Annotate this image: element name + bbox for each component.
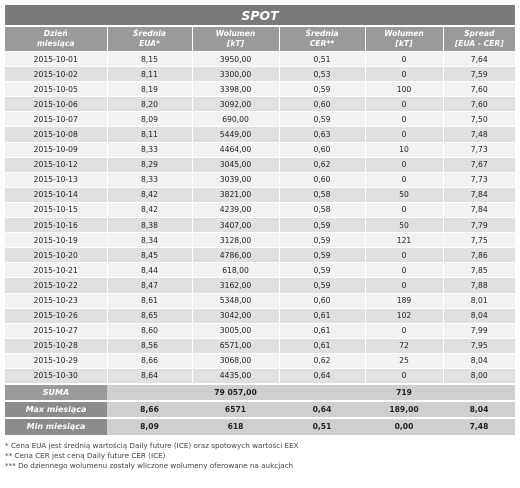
spread-cell: 8,01: [443, 293, 515, 308]
column-header: [107, 26, 192, 52]
date-cell: 2015-10-16: [5, 218, 107, 233]
suma-volume-cer: 719: [365, 384, 443, 401]
volume-eua-cell: 3039,00: [192, 172, 279, 187]
avg-eua-cell: 8,45: [107, 248, 192, 263]
avg-cer-cell: 0,61: [279, 308, 365, 323]
suma-empty-cell: [107, 384, 192, 401]
volume-cer-cell: 0: [365, 278, 443, 293]
date-cell: 2015-10-26: [5, 308, 107, 323]
table-row: [5, 368, 515, 383]
date-cell: 2015-10-30: [5, 368, 107, 383]
table-row: [5, 142, 515, 157]
table-title: SPOT: [5, 5, 515, 26]
table-row: [5, 67, 515, 82]
avg-eua-cell: 8,47: [107, 278, 192, 293]
max-spread: 8,04: [443, 401, 515, 418]
column-header-line: CER**: [309, 39, 335, 48]
avg-eua-cell: 8,33: [107, 172, 192, 187]
spread-cell: 7,86: [443, 248, 515, 263]
max-volume-cer: 189,00: [365, 401, 443, 418]
date-cell: 2015-10-13: [5, 172, 107, 187]
spread-cell: 7,67: [443, 157, 515, 172]
volume-cer-cell: 0: [365, 97, 443, 112]
volume-cer-cell: 0: [365, 112, 443, 127]
volume-eua-cell: 3045,00: [192, 157, 279, 172]
footnote: *** Do dziennego wolumenu zostały wliczone wolumeny oferowane na aukcjach: [5, 461, 294, 471]
summary-row-suma: [5, 384, 515, 401]
spread-cell: 7,73: [443, 172, 515, 187]
avg-cer-cell: 0,63: [279, 127, 365, 142]
min-spread: 7,48: [443, 418, 515, 435]
table-row: [5, 353, 515, 368]
date-cell: 2015-10-01: [5, 52, 107, 67]
column-header-line: Średnia: [133, 29, 166, 38]
table-row: [5, 293, 515, 308]
volume-cer-cell: 100: [365, 82, 443, 97]
column-header-line: Dzień: [43, 29, 68, 38]
suma-empty-cell: [279, 384, 365, 401]
avg-cer-cell: 0,64: [279, 368, 365, 383]
avg-cer-cell: 0,59: [279, 248, 365, 263]
volume-eua-cell: 4464,00: [192, 142, 279, 157]
avg-cer-cell: 0,60: [279, 172, 365, 187]
volume-eua-cell: 3068,00: [192, 353, 279, 368]
footnotes: [5, 441, 515, 472]
table-row: [5, 278, 515, 293]
volume-eua-cell: 4786,00: [192, 248, 279, 263]
column-header-line: [kT]: [226, 39, 245, 48]
max-avg-eua: 8,66: [107, 401, 192, 418]
avg-cer-cell: 0,53: [279, 67, 365, 82]
avg-eua-cell: 8,42: [107, 187, 192, 202]
date-cell: 2015-10-02: [5, 67, 107, 82]
column-header-line: EUA*: [139, 39, 160, 48]
spread-cell: 7,73: [443, 142, 515, 157]
date-cell: 2015-10-22: [5, 278, 107, 293]
spread-cell: 7,88: [443, 278, 515, 293]
spread-cell: 7,84: [443, 187, 515, 202]
avg-eua-cell: 8,66: [107, 353, 192, 368]
avg-eua-cell: 8,11: [107, 127, 192, 142]
table-row: [5, 157, 515, 172]
min-avg-cer: 0,51: [279, 418, 365, 435]
avg-eua-cell: 8,19: [107, 82, 192, 97]
volume-cer-cell: 0: [365, 52, 443, 67]
volume-cer-cell: 0: [365, 368, 443, 383]
avg-eua-cell: 8,20: [107, 97, 192, 112]
volume-eua-cell: 3821,00: [192, 187, 279, 202]
date-cell: 2015-10-23: [5, 293, 107, 308]
avg-cer-cell: 0,59: [279, 218, 365, 233]
spread-cell: 7,64: [443, 52, 515, 67]
table-row: [5, 172, 515, 187]
column-header: [365, 26, 443, 52]
volume-cer-cell: 0: [365, 172, 443, 187]
avg-eua-cell: 8,64: [107, 368, 192, 383]
volume-eua-cell: 3005,00: [192, 323, 279, 338]
summary-row-min: [5, 418, 515, 435]
max-avg-cer: 0,64: [279, 401, 365, 418]
date-cell: 2015-10-06: [5, 97, 107, 112]
volume-cer-cell: 0: [365, 67, 443, 82]
table-row: [5, 112, 515, 127]
avg-eua-cell: 8,33: [107, 142, 192, 157]
volume-eua-cell: 6571,00: [192, 338, 279, 353]
avg-eua-cell: 8,42: [107, 202, 192, 217]
volume-cer-cell: 50: [365, 218, 443, 233]
volume-eua-cell: 3128,00: [192, 233, 279, 248]
volume-eua-cell: 3300,00: [192, 67, 279, 82]
avg-cer-cell: 0,59: [279, 82, 365, 97]
avg-eua-cell: 8,65: [107, 308, 192, 323]
table-row: [5, 263, 515, 278]
column-header-line: Wolumen: [384, 29, 424, 38]
volume-cer-cell: 0: [365, 263, 443, 278]
column-header-line: Średnia: [305, 29, 339, 38]
volume-eua-cell: 690,00: [192, 112, 279, 127]
avg-eua-cell: 8,34: [107, 233, 192, 248]
date-cell: 2015-10-28: [5, 338, 107, 353]
column-header-line: [kT]: [395, 39, 413, 48]
avg-cer-cell: 0,61: [279, 323, 365, 338]
footnote: * Cena EUA jest średnią wartością Daily future (ICE) oraz spotowych wartości EEX: [5, 440, 299, 450]
spread-cell: 7,79: [443, 218, 515, 233]
min-volume-cer: 0,00: [365, 418, 443, 435]
avg-cer-cell: 0,61: [279, 338, 365, 353]
avg-eua-cell: 8,38: [107, 218, 192, 233]
volume-eua-cell: 3042,00: [192, 308, 279, 323]
footnote: ** Cena CER jest ceną Daily future CER (ICE): [5, 450, 166, 460]
volume-eua-cell: 3162,00: [192, 278, 279, 293]
date-cell: 2015-10-09: [5, 142, 107, 157]
suma-empty-cell: [443, 384, 515, 401]
spread-cell: 7,60: [443, 97, 515, 112]
volume-eua-cell: 3092,00: [192, 97, 279, 112]
volume-eua-cell: 4435,00: [192, 368, 279, 383]
date-cell: 2015-10-27: [5, 323, 107, 338]
column-header: [5, 26, 107, 52]
column-header: [443, 26, 515, 52]
avg-cer-cell: 0,51: [279, 52, 365, 67]
volume-cer-cell: 102: [365, 308, 443, 323]
max-volume-eua: 6571: [192, 401, 279, 418]
spread-cell: 7,59: [443, 67, 515, 82]
volume-eua-cell: 3950,00: [192, 52, 279, 67]
spread-cell: 8,04: [443, 353, 515, 368]
avg-cer-cell: 0,59: [279, 278, 365, 293]
date-cell: 2015-10-29: [5, 353, 107, 368]
volume-cer-cell: 0: [365, 202, 443, 217]
avg-eua-cell: 8,56: [107, 338, 192, 353]
avg-eua-cell: 8,29: [107, 157, 192, 172]
summary-row-max: [5, 401, 515, 418]
spread-cell: 7,75: [443, 233, 515, 248]
spread-cell: 7,85: [443, 263, 515, 278]
column-header: [192, 26, 279, 52]
min-volume-eua: 618: [192, 418, 279, 435]
spread-cell: 7,84: [443, 202, 515, 217]
avg-eua-cell: 8,60: [107, 323, 192, 338]
avg-cer-cell: 0,59: [279, 233, 365, 248]
spot-table: [5, 5, 515, 435]
spread-cell: 7,60: [443, 82, 515, 97]
date-cell: 2015-10-19: [5, 233, 107, 248]
spot-report: [5, 5, 515, 472]
table-row: [5, 127, 515, 142]
volume-cer-cell: 0: [365, 323, 443, 338]
spread-cell: 7,48: [443, 127, 515, 142]
table-row: [5, 202, 515, 217]
table-row: [5, 82, 515, 97]
volume-cer-cell: 50: [365, 187, 443, 202]
column-header: [279, 26, 365, 52]
volume-eua-cell: 3398,00: [192, 82, 279, 97]
date-cell: 2015-10-05: [5, 82, 107, 97]
min-avg-eua: 8,09: [107, 418, 192, 435]
avg-cer-cell: 0,62: [279, 157, 365, 172]
spread-cell: 7,50: [443, 112, 515, 127]
column-header-line: Wolumen: [215, 29, 256, 38]
table-row: [5, 338, 515, 353]
volume-eua-cell: 4239,00: [192, 202, 279, 217]
volume-cer-cell: 121: [365, 233, 443, 248]
table-row: [5, 52, 515, 67]
table-row: [5, 308, 515, 323]
volume-eua-cell: 5449,00: [192, 127, 279, 142]
table-row: [5, 187, 515, 202]
avg-cer-cell: 0,59: [279, 263, 365, 278]
avg-eua-cell: 8,61: [107, 293, 192, 308]
spread-cell: 7,95: [443, 338, 515, 353]
avg-eua-cell: 8,15: [107, 52, 192, 67]
volume-cer-cell: 0: [365, 127, 443, 142]
avg-cer-cell: 0,58: [279, 187, 365, 202]
volume-eua-cell: 5348,00: [192, 293, 279, 308]
avg-eua-cell: 8,09: [107, 112, 192, 127]
avg-cer-cell: 0,62: [279, 353, 365, 368]
suma-label: SUMA: [5, 384, 107, 401]
table-row: [5, 323, 515, 338]
volume-cer-cell: 25: [365, 353, 443, 368]
table-row: [5, 97, 515, 112]
min-label: Min miesiąca: [5, 418, 107, 435]
avg-cer-cell: 0,60: [279, 97, 365, 112]
volume-eua-cell: 618,00: [192, 263, 279, 278]
avg-cer-cell: 0,60: [279, 142, 365, 157]
volume-cer-cell: 10: [365, 142, 443, 157]
volume-eua-cell: 3407,00: [192, 218, 279, 233]
date-cell: 2015-10-07: [5, 112, 107, 127]
avg-cer-cell: 0,58: [279, 202, 365, 217]
date-cell: 2015-10-21: [5, 263, 107, 278]
date-cell: 2015-10-08: [5, 127, 107, 142]
avg-cer-cell: 0,60: [279, 293, 365, 308]
avg-cer-cell: 0,59: [279, 112, 365, 127]
volume-cer-cell: 72: [365, 338, 443, 353]
table-row: [5, 218, 515, 233]
date-cell: 2015-10-20: [5, 248, 107, 263]
column-header-line: [EUA - CER]: [454, 39, 504, 48]
date-cell: 2015-10-12: [5, 157, 107, 172]
spread-cell: 7,99: [443, 323, 515, 338]
table-row: [5, 248, 515, 263]
date-cell: 2015-10-15: [5, 202, 107, 217]
volume-cer-cell: 0: [365, 248, 443, 263]
date-cell: 2015-10-14: [5, 187, 107, 202]
suma-volume-eua: 79 057,00: [192, 384, 279, 401]
column-header-line: miesiąca: [36, 39, 75, 48]
max-label: Max miesiąca: [5, 401, 107, 418]
table-row: [5, 233, 515, 248]
volume-cer-cell: 189: [365, 293, 443, 308]
spread-cell: 8,00: [443, 368, 515, 383]
spread-cell: 8,04: [443, 308, 515, 323]
column-header-line: Spread: [464, 29, 495, 38]
avg-eua-cell: 8,44: [107, 263, 192, 278]
volume-cer-cell: 0: [365, 157, 443, 172]
avg-eua-cell: 8,11: [107, 67, 192, 82]
